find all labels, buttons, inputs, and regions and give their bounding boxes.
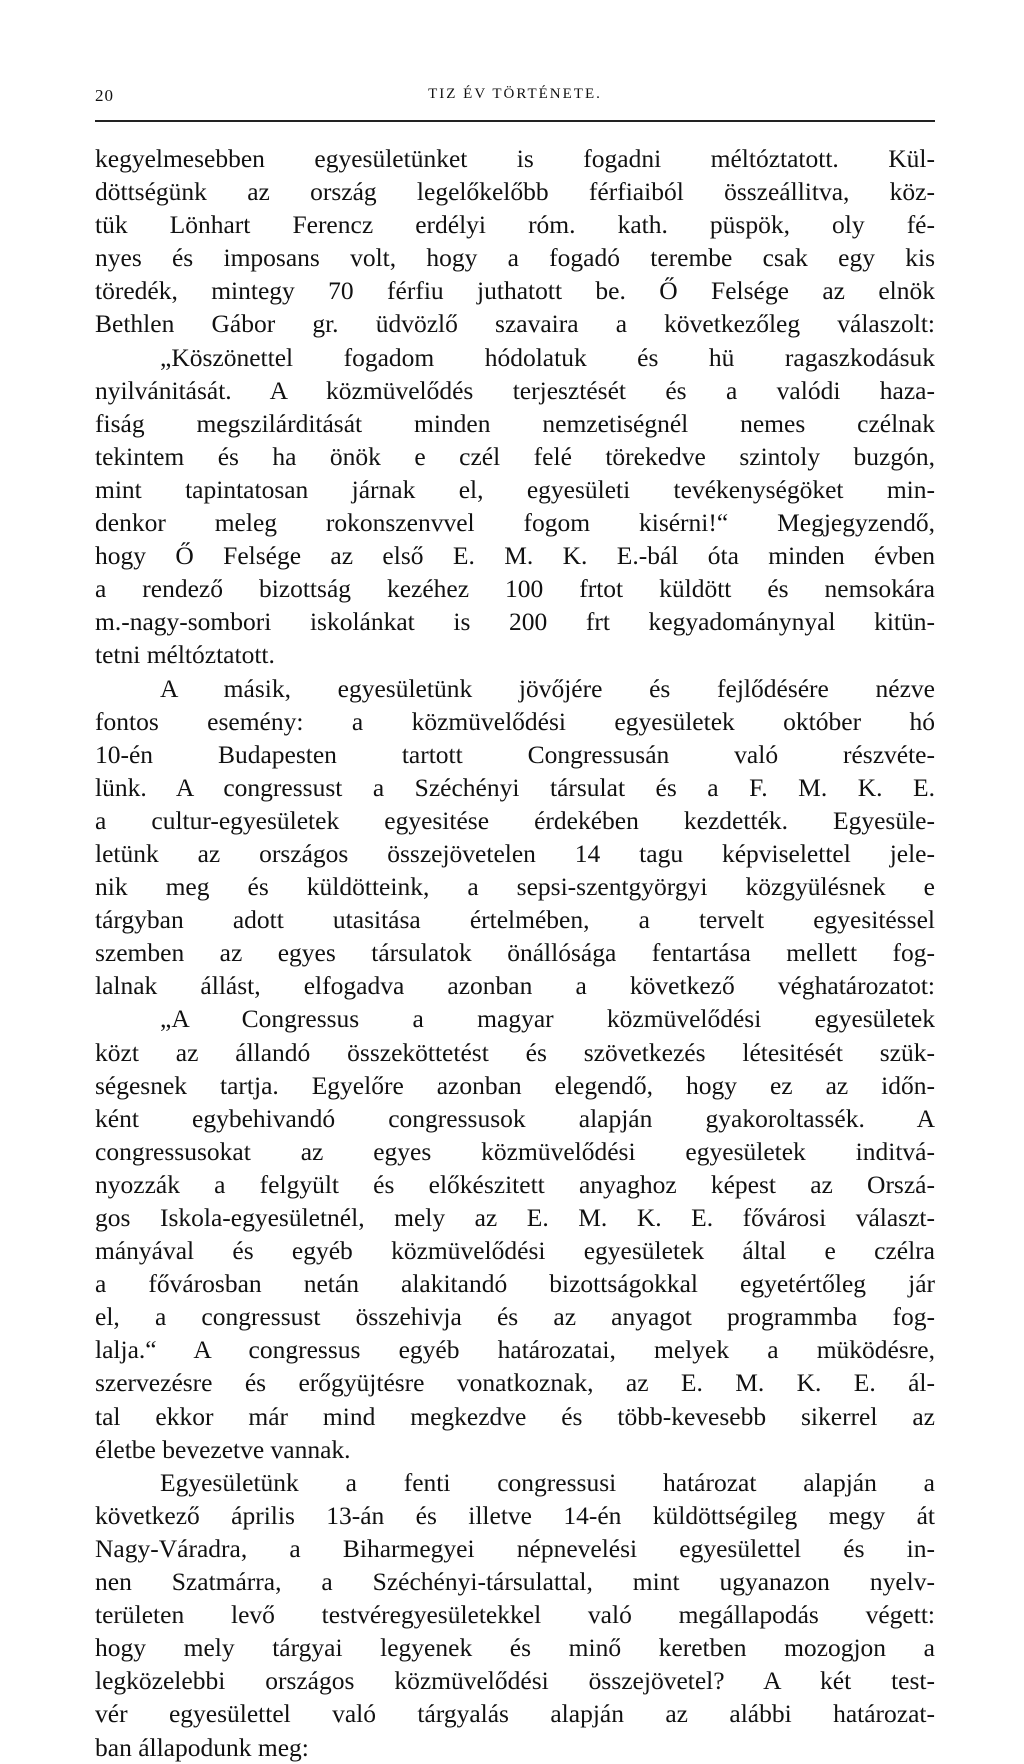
text-line: „A Congressus a magyar közmüvelődési egyesületek (160, 1004, 935, 1034)
text-line: a cultur-egyesületek egyesitése érdekében kezdették. Egyesüle- (95, 805, 935, 835)
page-number: 20 (95, 86, 114, 105)
text-line: m.-nagy-sombori iskolánkat is 200 frt kegyadománynyal kitün- (95, 607, 935, 637)
text-line: nyozzák a felgyült és előkészitett anyaghoz képest az Orszá- (95, 1169, 935, 1199)
text-line: mint tapintatosan járnak el, egyesületi tevékenységöket min- (95, 474, 935, 504)
body-text (95, 142, 935, 1764)
text-line: vér egyesülettel való tárgyalás alapján az alábbi határozat- (95, 1699, 935, 1729)
text-line: congressusokat az egyes közmüvelődési egyesületek inditvá- (95, 1136, 935, 1166)
text-line: ban állapodunk meg: (95, 1732, 309, 1762)
text-line: tekintem és ha önök e czél felé törekedve szintoly buzgón, (95, 441, 935, 471)
text-line: „Köszönettel fogadom hódolatuk és hü ragaszkodásuk (160, 342, 935, 372)
text-line: Bethlen Gábor gr. üdvözlő szavaira a következőleg válaszolt: (95, 309, 935, 339)
page-header (95, 86, 935, 116)
text-line: ként egybehivandó congressusok alapján gyakoroltassék. A (95, 1103, 935, 1133)
text-line: denkor meleg rokonszenvvel fogom kisérni!“ Megjegyzendő, (95, 508, 935, 538)
text-line: tük Lönhart Ferencz erdélyi róm. kath. püspök, oly fé- (95, 210, 935, 240)
text-line: nik meg és küldötteink, a sepsi-szentgyörgyi közgyülésnek e (95, 872, 935, 902)
text-line: A másik, egyesületünk jövőjére és fejlődésére nézve (160, 673, 935, 703)
text-line: ségesnek tartja. Egyelőre azonban elegendő, hogy ez az időn- (95, 1070, 935, 1100)
text-line: nen Szatmárra, a Széchényi-társulattal, mint ugyanazon nyelv- (95, 1567, 935, 1597)
text-line: következő április 13-án és illetve 14-én küldöttségileg megy át (95, 1500, 935, 1530)
text-line: lalja.“ A congressus egyéb határozatai, melyek a müködésre, (95, 1335, 935, 1365)
text-line: lalnak állást, elfogadva azonban a következő véghatározatot: (95, 971, 935, 1001)
text-line: szervezésre és erőgyüjtésre vonatkoznak, az E. M. K. E. ál- (95, 1368, 935, 1398)
text-line: a rendező bizottság kezéhez 100 frtot küldött és nemsokára (95, 574, 935, 604)
text-line: fontos esemény: a közmüvelődési egyesületek október hó (95, 706, 935, 736)
text-line: Nagy-Váradra, a Biharmegyei népnevelési egyesülettel és in- (95, 1533, 935, 1563)
text-line: hogy mely tárgyai legyenek és minő keretben mozogjon a (95, 1633, 935, 1663)
header-rule (95, 120, 935, 122)
text-line: nyes és imposans volt, hogy a fogadó terembe csak egy kis (95, 243, 935, 273)
text-line: döttségünk az ország legelőkelőbb férfiaiból összeállitva, köz- (95, 177, 935, 207)
text-line: tal ekkor már mind megkezdve és több-kevesebb sikerrel az (95, 1401, 935, 1431)
text-line: hogy Ő Felsége az első E. M. K. E.-bál óta minden évben (95, 541, 935, 571)
text-line: szemben az egyes társulatok önállósága fentartása mellett fog- (95, 938, 935, 968)
text-line: Egyesületünk a fenti congressusi határozat alapján a (160, 1467, 935, 1497)
text-line: tetni méltóztatott. (95, 640, 275, 670)
text-line: tárgyban adott utasitása értelmében, a tervelt egyesitéssel (95, 905, 935, 935)
text-line: el, a congressust összehivja és az anyagot programmba fog- (95, 1302, 935, 1332)
text-line: közt az állandó összeköttetést és szövetkezés létesitését szük- (95, 1037, 935, 1067)
text-line: mányával és egyéb közmüvelődési egyesületek által e czélra (95, 1236, 935, 1266)
text-line: gos Iskola-egyesületnél, mely az E. M. K. E. fővárosi választ- (95, 1203, 935, 1232)
text-line: a fővárosban netán alakitandó bizottságokkal egyetértőleg jár (95, 1269, 935, 1299)
text-line: töredék, mintegy 70 férfiu juthatott be. Ő Felsége az elnök (95, 276, 935, 306)
text-line: nyilvánitását. A közmüvelődés terjesztését és a valódi haza- (95, 375, 935, 405)
text-line: lünk. A congressust a Széchényi társulat és a F. M. K. E. (95, 772, 935, 802)
text-line: letünk az országos összejövetelen 14 tagu képviselettel jele- (95, 838, 935, 868)
text-line: kegyelmesebben egyesületünket is fogadni méltóztatott. Kül- (95, 144, 935, 173)
text-line: területen levő testvéregyesületekkel való megállapodás végett: (95, 1600, 935, 1630)
text-line: életbe bevezetve vannak. (95, 1434, 351, 1464)
text-line: 10-én Budapesten tartott Congressusán való részvéte- (95, 739, 935, 769)
text-line: fiság megszilárditását minden nemzetiségnél nemes czélnak (95, 408, 935, 438)
text-line: legközelebbi országos közmüvelődési összejövetel? A két test- (95, 1666, 935, 1696)
running-title: TIZ ÉV TÖRTÉNETE. (428, 86, 602, 102)
